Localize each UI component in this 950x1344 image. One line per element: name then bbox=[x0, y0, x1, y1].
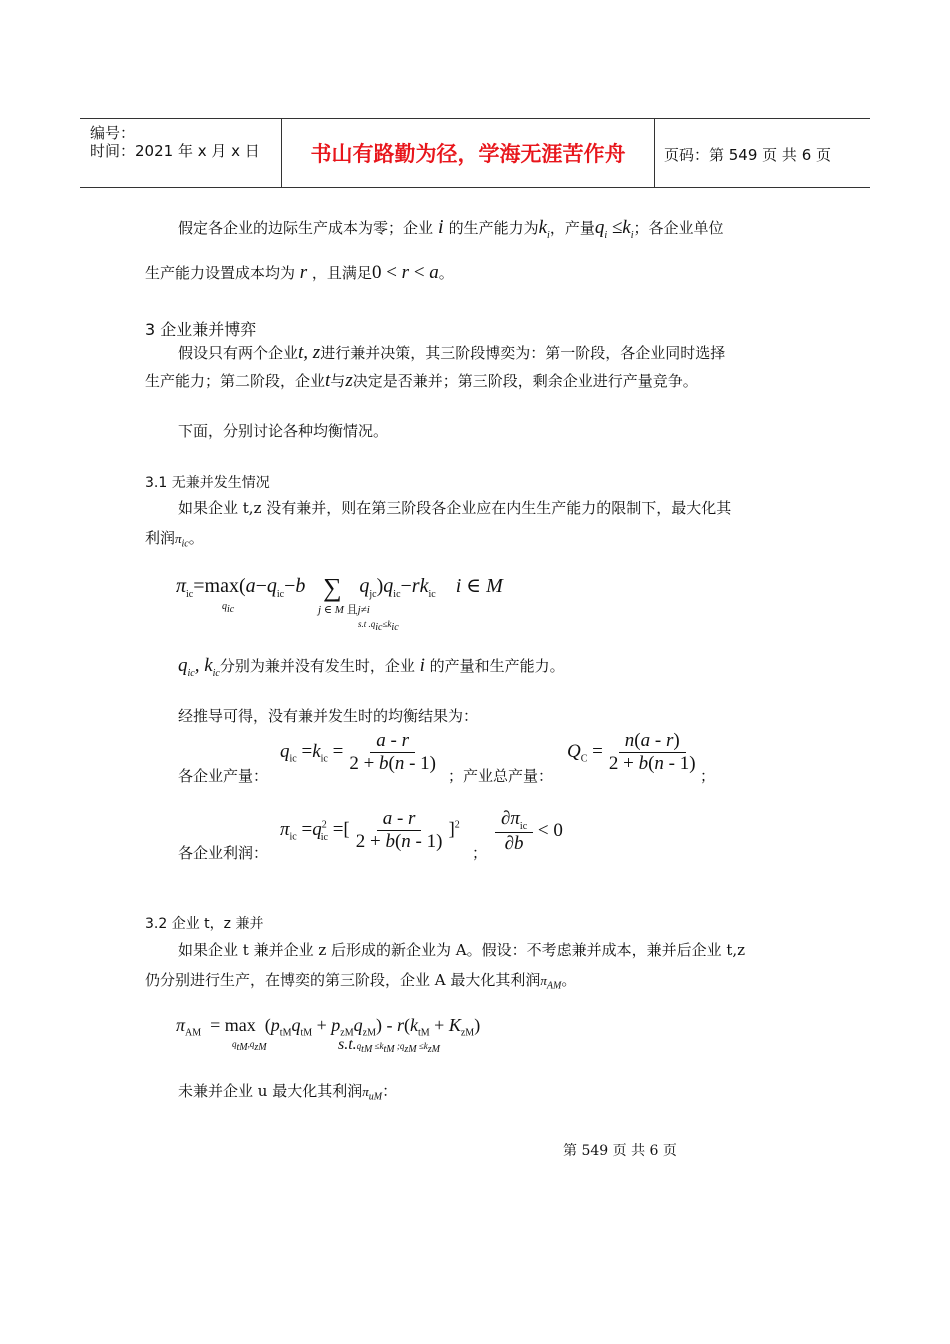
time-label: 时间：2021 年 x 月 x 日 bbox=[90, 142, 260, 160]
paragraph: 生产能力设置成本均为 r ，且满足0 < r < a。 bbox=[145, 262, 454, 283]
header-table bbox=[80, 118, 870, 188]
paragraph: 如果企业 t 兼并企业 z 后形成的新企业为 A。假设：不考虑兼并成本，兼并后企业 t,z bbox=[178, 941, 746, 959]
paragraph: 生产能力；第二阶段，企业t与z决定是否兼并；第三阶段，剩余企业进行产量竞争。 bbox=[145, 370, 698, 391]
equation-profit-max: $\pi_{ic}=\max(a-q_{ic}-b$ ∑ $q_{jc})q_{ic}-rk_{ic}$ i ∈ M bbox=[176, 573, 503, 602]
paragraph: 假定各企业的边际生产成本为零；企业 i 的生产能力为$k_i$，产量$q_i \le k_i$；各企业单位 bbox=[178, 216, 724, 241]
semicolon: ； bbox=[700, 767, 716, 785]
total-output-label: ；产业总产量： bbox=[448, 767, 554, 785]
equation-total-output: $Q_C$ = $\frac{n(a - r)}{2 + b(n - 1)}$ bbox=[567, 730, 696, 774]
header-divider bbox=[654, 119, 655, 187]
page-footer: 第 549 页 共 6 页 bbox=[563, 1143, 677, 1159]
number-label: 编号： bbox=[90, 124, 136, 142]
equation-merged-profit: $\pi_{AM} = \max (p_{tM}q_{tM} + p_{zM}q_{zM}) - r(k_{tM} + K_{zM})$ bbox=[176, 1015, 481, 1039]
paragraph: 下面，分别讨论各种均衡情况。 bbox=[178, 422, 389, 440]
profit-label: 各企业利润： bbox=[178, 844, 269, 862]
equation-output: $q_{ic} =k_{ic}$ = $\frac{a - r}{2 + b(n - 1)}$ bbox=[280, 730, 437, 774]
paragraph: 如果企业 t,z 没有兼并，则在第三阶段各企业应在内生生产能力的限制下，最大化其 bbox=[178, 499, 732, 517]
output-label: 各企业产量： bbox=[178, 767, 269, 785]
paragraph: 未兼并企业 u 最大化其利润$\pi_{uM}$： bbox=[178, 1082, 398, 1103]
semicolon: ； bbox=[472, 844, 488, 862]
motto: 书山有路勤为径，学海无涯苦作舟 bbox=[310, 142, 626, 166]
paragraph: 仍分别进行生产，在博奕的第三阶段，企业 A 最大化其利润$\pi_{AM}$。 bbox=[145, 971, 577, 992]
paragraph: 假设只有两个企业t, z进行兼并决策，其三阶段博奕为：第一阶段，各企业同时选择 bbox=[178, 342, 726, 363]
equation-profit: $\pi_{ic} =q^2_{ic}$ =[ $\frac{a - r}{2 + b(n - 1)}$ ]$^2$ bbox=[280, 808, 460, 852]
paragraph: 经推导可得，没有兼并发生时的均衡结果为： bbox=[178, 707, 479, 725]
section-heading: 3 企业兼并博弈 bbox=[145, 320, 257, 339]
equation-derivative: $\frac{\partial\pi_{ic}}{\partial b}$ < 0 bbox=[495, 808, 563, 855]
paragraph: 利润$\pi_{ic}$。 bbox=[145, 529, 204, 550]
section-heading: 3.1 无兼并发生情况 bbox=[145, 475, 270, 491]
section-heading: 3.2 企业 t，z 兼并 bbox=[145, 916, 264, 932]
page-label: 页码：第 549 页 共 6 页 bbox=[664, 146, 832, 164]
paragraph: $q_{ic}$, $k_{ic}$分别为兼并没有发生时，企业 i 的产量和生产能力。 bbox=[178, 655, 565, 679]
